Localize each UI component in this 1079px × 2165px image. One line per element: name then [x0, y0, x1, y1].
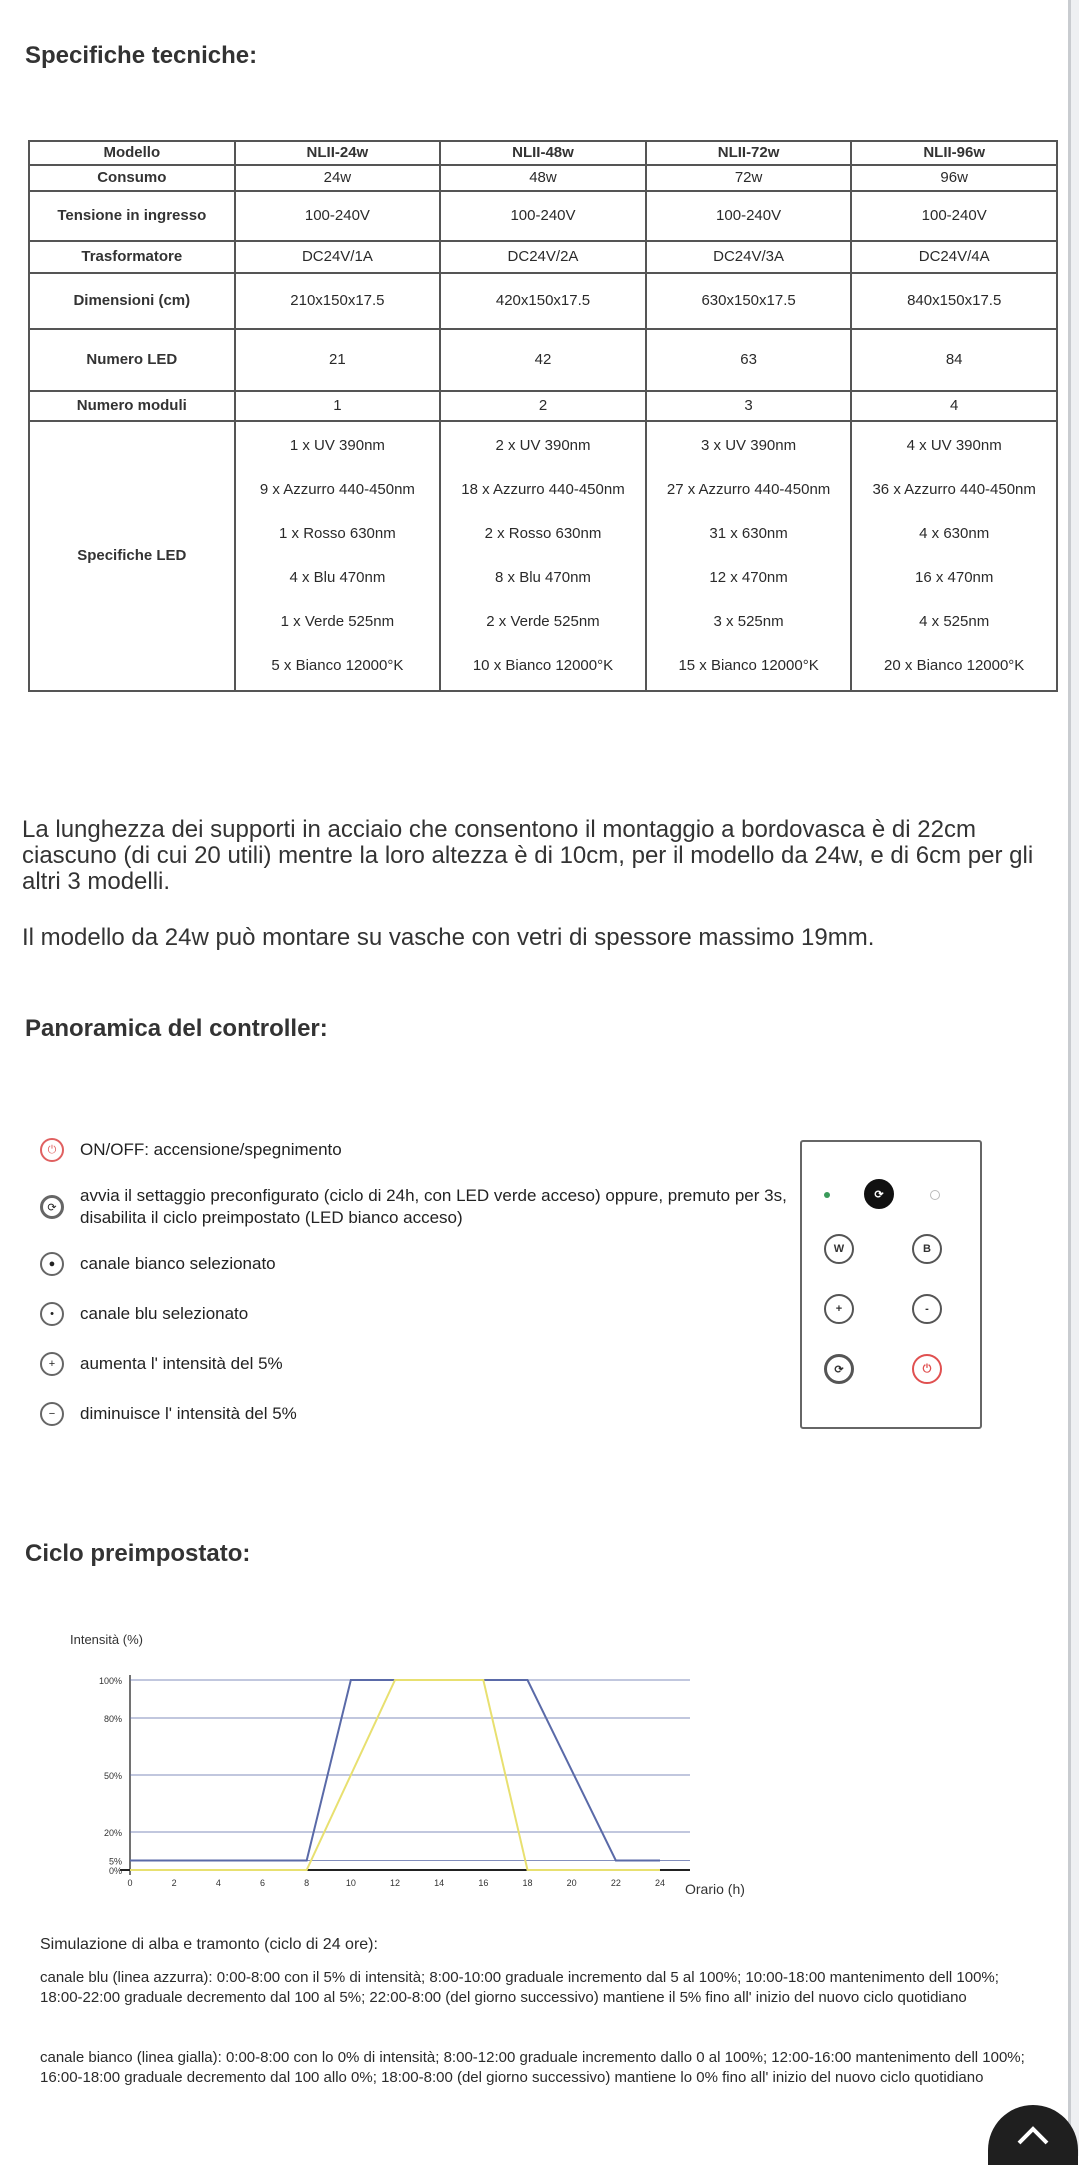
table-cell: 210x150x17.5 — [235, 273, 441, 329]
led-cell — [440, 421, 646, 691]
white-channel-icon: ● — [40, 1252, 64, 1276]
led-entry: 3 x UV 390nm — [701, 437, 797, 455]
led-entry: 4 x Blu 470nm — [289, 569, 386, 587]
x-tick-label: 24 — [654, 1878, 666, 1888]
led-entry: 2 x Verde 525nm — [486, 613, 600, 631]
spec-table — [28, 140, 1058, 692]
table-header-cell: NLII-48w — [440, 141, 646, 165]
power-button[interactable]: ⏻ — [912, 1354, 942, 1384]
led-entry: 8 x Blu 470nm — [495, 569, 591, 587]
intensity-chart — [60, 1620, 780, 1920]
table-cell: 100-240V — [440, 191, 646, 241]
led-cell — [235, 421, 441, 691]
led-cell — [646, 421, 852, 691]
x-tick-label: 4 — [215, 1878, 221, 1888]
legend-item — [40, 1175, 800, 1239]
legend-item — [40, 1125, 800, 1175]
simulation-title: Simulazione di alba e tramonto (ciclo di 24 ore): — [40, 1936, 378, 1953]
x-tick-label: 8 — [304, 1878, 310, 1888]
table-cell: 100-240V — [851, 191, 1057, 241]
table-cell: 100-240V — [235, 191, 441, 241]
table-cell: 420x150x17.5 — [440, 273, 646, 329]
led-cell — [851, 421, 1057, 691]
row-label: Consumo — [29, 165, 235, 191]
legend-text: ON/OFF: accensione/spegnimento — [80, 1140, 342, 1159]
led-entry: 20 x Bianco 12000°K — [884, 657, 1025, 675]
row-label: Dimensioni (cm) — [29, 273, 235, 329]
minus-icon: − — [40, 1402, 64, 1426]
table-cell: DC24V/3A — [646, 241, 852, 273]
x-tick-label: 6 — [259, 1878, 266, 1888]
led-entry: 5 x Bianco 12000°K — [271, 657, 404, 675]
table-cell: 96w — [851, 165, 1057, 191]
legend-text: canale bianco selezionato — [80, 1254, 276, 1273]
table-cell: 2 — [440, 391, 646, 421]
table-cell: 42 — [440, 329, 646, 391]
table-cell: 48w — [440, 165, 646, 191]
x-tick-label: 12 — [389, 1878, 401, 1888]
led-entry: 36 x Azzurro 440-450nm — [872, 481, 1036, 499]
controller-title: Panoramica del controller: — [25, 1015, 328, 1042]
white-led-icon — [930, 1190, 940, 1200]
table-cell: DC24V/1A — [235, 241, 441, 273]
led-entry: 27 x Azzurro 440-450nm — [666, 481, 831, 499]
legend-text: aumenta l' intensità del 5% — [80, 1354, 283, 1373]
led-entry: 18 x Azzurro 440-450nm — [461, 481, 625, 499]
table-cell: 84 — [851, 329, 1057, 391]
green-led-icon — [824, 1192, 830, 1198]
x-tick-label: 0 — [127, 1878, 133, 1888]
y-tick-label: 0% — [108, 1866, 122, 1876]
table-cell: 1 — [235, 391, 441, 421]
chevron-up-icon — [1013, 2123, 1053, 2147]
x-tick-label: 20 — [566, 1878, 577, 1888]
led-entry: 4 x 525nm — [919, 613, 990, 631]
table-cell: 63 — [646, 329, 852, 391]
table-header-cell: NLII-96w — [851, 141, 1057, 165]
legend-item — [40, 1289, 800, 1339]
white-channel-note: canale bianco (linea gialla): 0:00-8:00 con lo 0% di intensità; 8:00-12:00 graduale incremento dallo 0 al 100%; 12:00-16:00 mantenimento dell 100%; 16:00-18:00 graduale decremento dal 100 allo 0%; 18:00-8:00 (del giorno successivo) mantiene lo 0% fino all' inizio del nuovo ciclo quotidiano — [40, 2049, 1025, 2086]
support-paragraph: La lunghezza dei supporti in acciaio che consentono il montaggio a bordovasca è di 22cm ciascuno (di cui 20 utili) mentre la loro altezza è di 10cm, per il modello da 24w, e di 6cm per gli altri 3 modelli. — [22, 816, 1034, 895]
x-tick-label: 2 — [171, 1878, 177, 1888]
plus-button[interactable]: + — [824, 1294, 854, 1324]
led-entry: 4 x 630nm — [919, 525, 990, 543]
y-tick-label: 5% — [108, 1856, 122, 1867]
led-entry: 2 x UV 390nm — [495, 437, 591, 455]
led-entry: 12 x 470nm — [709, 569, 788, 587]
plus-icon: + — [40, 1352, 64, 1376]
table-cell: DC24V/4A — [851, 241, 1057, 273]
x-tick-label: 18 — [522, 1878, 533, 1888]
preset-cycle-icon: ⟳ — [40, 1195, 64, 1219]
led-entry: 3 x 525nm — [713, 613, 784, 631]
led-entry: 10 x Bianco 12000°K — [472, 657, 614, 675]
led-entry: 15 x Bianco 12000°K — [678, 657, 819, 675]
remote-controller — [800, 1140, 982, 1429]
led-entry: 9 x Azzurro 440-450nm — [259, 481, 415, 499]
table-cell: 24w — [235, 165, 441, 191]
row-label: Trasformatore — [29, 241, 235, 273]
glass-paragraph: Il modello da 24w può montare su vasche con vetri di spessore massimo 19mm. — [22, 924, 875, 951]
led-entry: 4 x UV 390nm — [906, 437, 1002, 455]
y-axis-label: Intensità (%) — [70, 1632, 143, 1647]
row-label: Specifiche LED — [29, 421, 235, 691]
y-tick-label: 80% — [103, 1714, 122, 1724]
table-cell: DC24V/2A — [440, 241, 646, 273]
blue-channel-icon: • — [40, 1302, 64, 1326]
y-tick-label: 20% — [103, 1828, 122, 1838]
legend-item — [40, 1339, 800, 1389]
table-cell: 4 — [851, 391, 1057, 421]
legend-text: avvia il settaggio preconfigurato (ciclo di 24h, con LED verde acceso) oppure, premuto per 3s, disabilita il ciclo preimpostato (LED bianco acceso) — [80, 1186, 787, 1227]
table-cell: 840x150x17.5 — [851, 273, 1057, 329]
led-entry: 1 x UV 390nm — [289, 437, 385, 455]
led-entry: 1 x Rosso 630nm — [279, 525, 396, 543]
table-header-cell: NLII-24w — [235, 141, 441, 165]
specs-title: Specifiche tecniche: — [25, 42, 258, 69]
table-header-cell: NLII-72w — [646, 141, 852, 165]
x-axis-label: Orario (h) — [685, 1881, 745, 1897]
cycle-title: Ciclo preimpostato: — [25, 1540, 251, 1567]
blue-channel-note: canale blu (linea azzurra): 0:00-8:00 con il 5% di intensità; 8:00-10:00 graduale incremento dal 5 al 100%; 10:00-18:00 mantenimento dell 100%; 18:00-22:00 graduale decremento dal 100 al 5%; 22:00-8:00 (del giorno successivo) mantiene il 5% fino all' inizio del nuovo ciclo quotidiano — [40, 1969, 999, 2006]
table-header-cell: Modello — [29, 141, 235, 165]
led-entry: 16 x 470nm — [914, 569, 994, 587]
row-label: Numero LED — [29, 329, 235, 391]
table-cell: 72w — [646, 165, 852, 191]
table-cell: 21 — [235, 329, 441, 391]
preset-cycle-button[interactable]: ⟳ — [864, 1179, 894, 1209]
white-channel-button[interactable]: W — [824, 1234, 854, 1264]
x-tick-label: 22 — [610, 1878, 621, 1888]
minus-button[interactable]: - — [912, 1294, 942, 1324]
x-tick-label: 14 — [434, 1878, 445, 1888]
preset-toggle-button[interactable]: ⟳ — [824, 1354, 854, 1384]
power-icon: ⏻ — [40, 1138, 64, 1162]
table-cell: 100-240V — [646, 191, 852, 241]
x-tick-label: 10 — [345, 1878, 356, 1888]
y-tick-label: 50% — [103, 1771, 122, 1781]
led-entry: 31 x 630nm — [709, 525, 788, 543]
x-tick-label: 16 — [478, 1878, 489, 1888]
table-cell: 630x150x17.5 — [646, 273, 852, 329]
controller-legend — [40, 1125, 800, 1439]
legend-text: canale blu selezionato — [80, 1304, 249, 1323]
blue-channel-button[interactable]: B — [912, 1234, 942, 1264]
y-tick-label: 100% — [98, 1676, 122, 1686]
row-label: Numero moduli — [29, 391, 235, 421]
series-line — [130, 1680, 660, 1861]
row-label: Tensione in ingresso — [29, 191, 235, 241]
scrollbar-track[interactable] — [1071, 0, 1079, 2156]
legend-item — [40, 1239, 800, 1289]
led-entry: 2 x Rosso 630nm — [484, 525, 602, 543]
led-entry: 1 x Verde 525nm — [280, 613, 395, 631]
legend-text: diminuisce l' intensità del 5% — [80, 1404, 297, 1423]
table-cell: 3 — [646, 391, 852, 421]
legend-item — [40, 1389, 800, 1439]
